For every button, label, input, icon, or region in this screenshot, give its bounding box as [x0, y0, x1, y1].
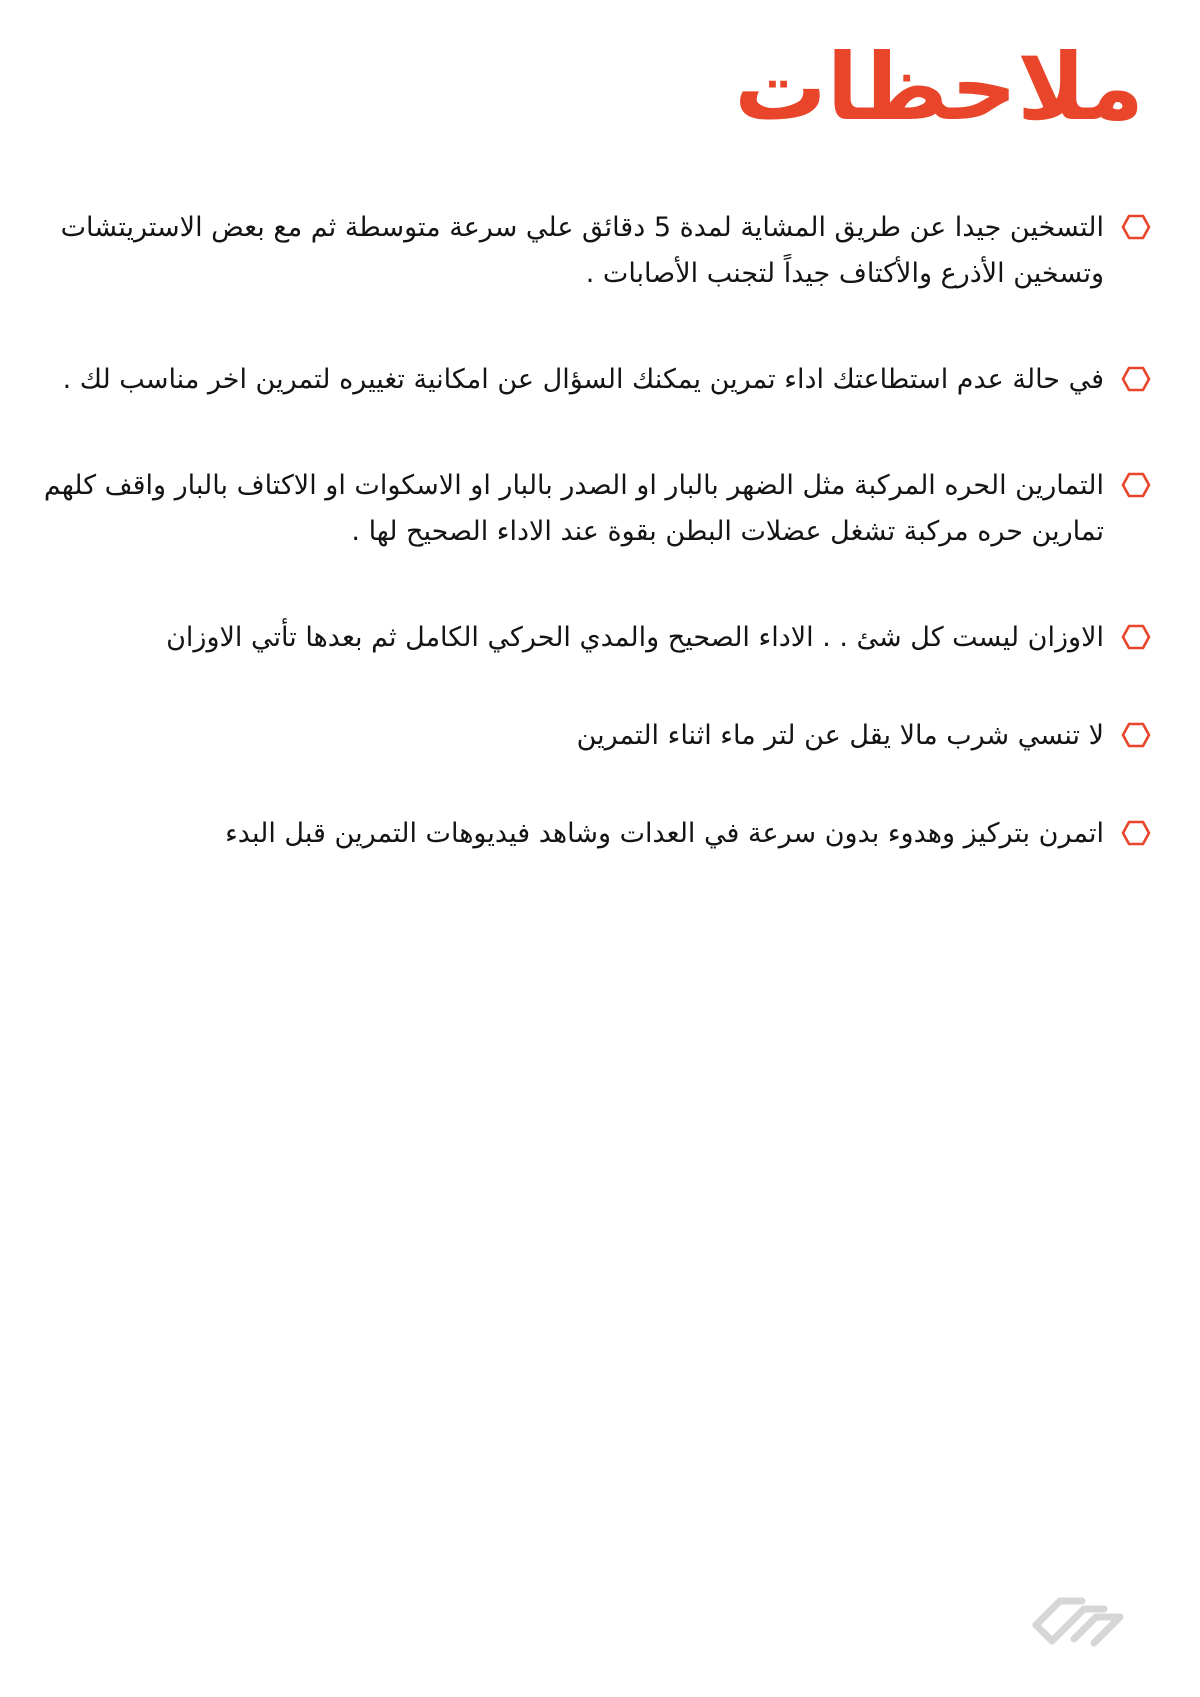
hexagon-bullet-icon [1120, 471, 1152, 499]
note-text: في حالة عدم استطاعتك اداء تمرين يمكنك السؤال عن امكانية تغييره لتمرين اخر مناسب لك . [62, 364, 1104, 395]
note-item [42, 463, 1152, 555]
note-item [42, 357, 1152, 403]
note-item [42, 713, 1152, 759]
hexagon-bullet-icon [1120, 721, 1152, 749]
note-text: التمارين الحره المركبة مثل الضهر بالبار او الصدر بالبار او الاسكوات او الاكتاف بالبار واقف كلهم تمارين حره مركبة تشغل عضلات البطن بقوة عند الاداء الصحيح لها . [43, 470, 1104, 547]
page-title: ملاحظات [734, 34, 1144, 141]
note-item [42, 811, 1152, 857]
brand-logo-icon [1030, 1587, 1126, 1653]
note-text: اتمرن بتركيز وهدوء بدون سرعة في العدات وشاهد فيديوهات التمرين قبل البدء [225, 818, 1104, 849]
hexagon-bullet-icon [1120, 819, 1152, 847]
hexagon-bullet-icon [1120, 623, 1152, 651]
note-text: الاوزان ليست كل شئ . . الاداء الصحيح والمدي الحركي الكامل ثم بعدها تأتي الاوزان [166, 622, 1104, 653]
note-item [42, 205, 1152, 297]
note-item [42, 615, 1152, 661]
note-text: لا تنسي شرب مالا يقل عن لتر ماء اثناء التمرين [576, 720, 1104, 751]
notes-list [42, 205, 1152, 857]
note-text: التسخين جيدا عن طريق المشاية لمدة 5 دقائق علي سرعة متوسطة ثم مع بعض الاستريتشات وتسخين الأذرع والأكتاف جيداً لتجنب الأصابات . [60, 212, 1104, 289]
hexagon-bullet-icon [1120, 365, 1152, 393]
hexagon-bullet-icon [1120, 213, 1152, 241]
